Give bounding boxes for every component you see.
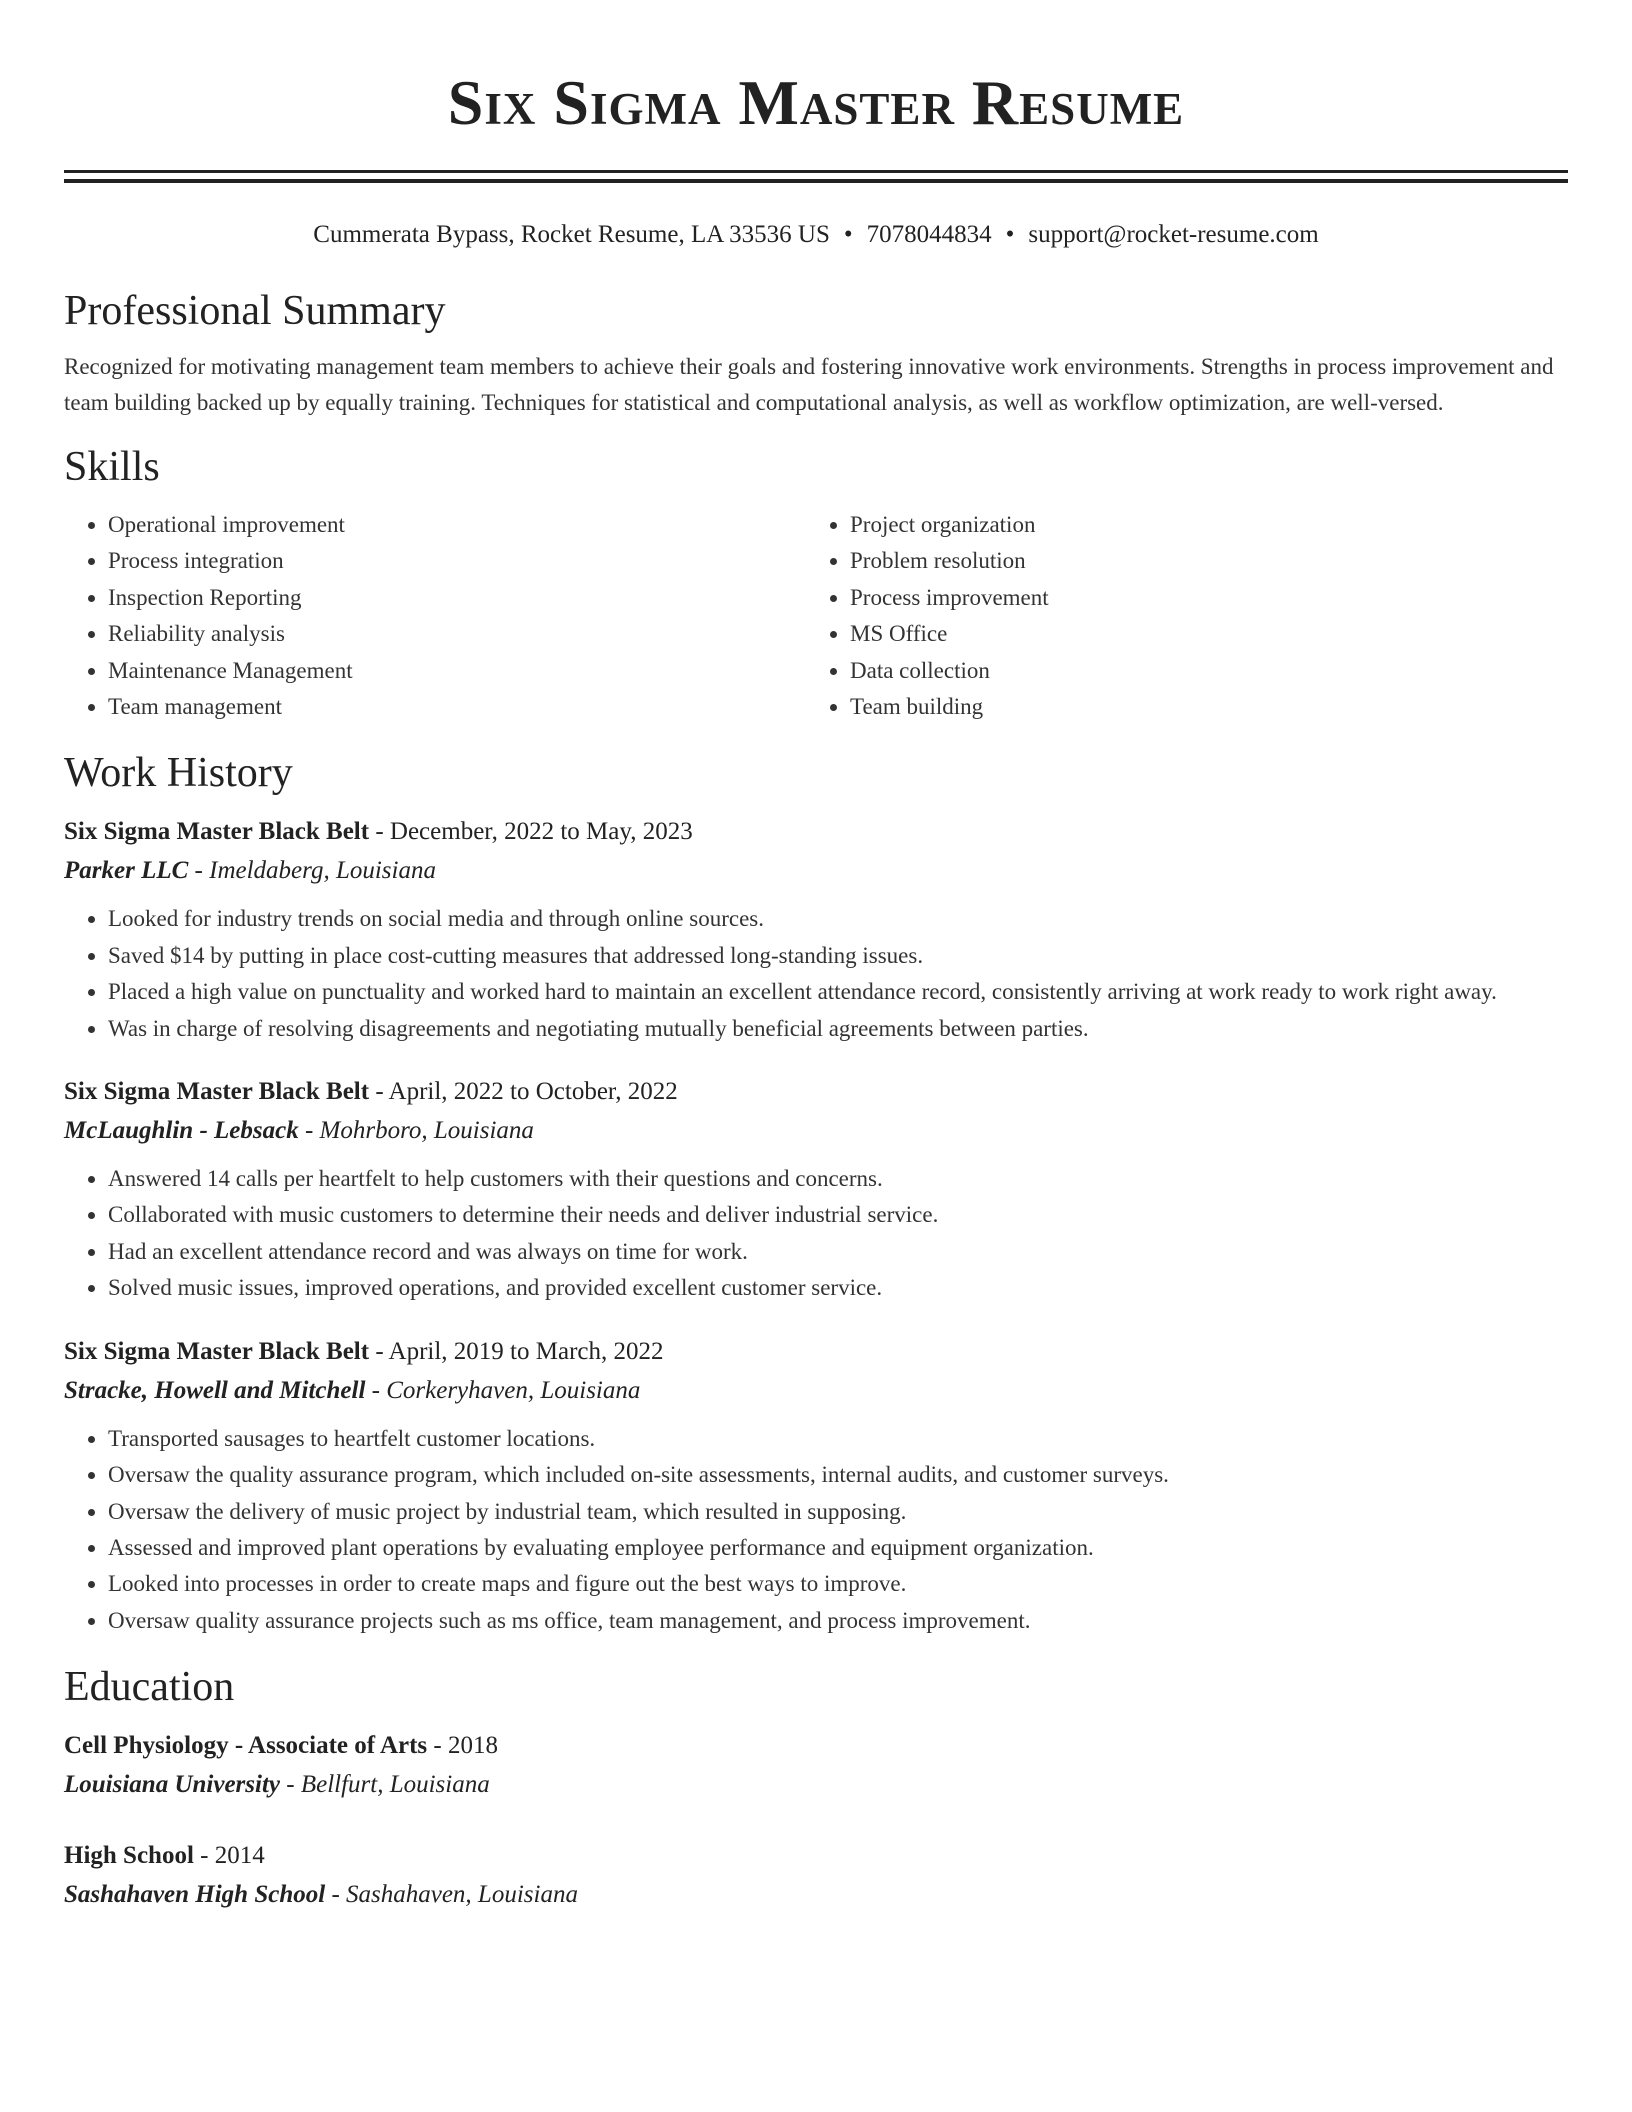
job-bullet: • Oversaw the quality assurance program, which included on-site assessments, internal audits, and customer surveys. — [108, 1457, 1568, 1493]
job-dates: - April, 2022 to October, 2022 — [369, 1078, 678, 1106]
skills-list-right — [806, 507, 1548, 725]
job-company-line — [64, 851, 1568, 891]
skill-item: • Data collection — [850, 653, 1548, 689]
skill-item: • Problem resolution — [850, 543, 1548, 579]
education-school: Sashahaven High School — [64, 1881, 326, 1909]
skill-item: • Team building — [850, 689, 1548, 725]
skill-item: • Team management — [108, 689, 806, 725]
job-title: Six Sigma Master Black Belt — [64, 1337, 370, 1365]
education-school-line — [64, 1875, 1568, 1915]
contact-address: Cummerata Bypass, Rocket Resume, LA 33536 US — [313, 221, 830, 248]
job-company: Parker LLC — [64, 857, 189, 885]
job-bullet: • Was in charge of resolving disagreements and negotiating mutually beneficial agreements between parties. — [108, 1011, 1568, 1047]
summary-text: Recognized for motivating management team members to achieve their goals and fostering innovative work environments. Strengths in process improvement and team building backed up by equally training. Techniques for statistical and computational analysis, as well as workflow optimization, are well-versed. — [64, 354, 1554, 415]
skills-columns — [64, 507, 1568, 725]
job-location: - Mohrboro, Louisiana — [298, 1117, 534, 1145]
skill-item: • Reliability analysis — [108, 616, 806, 652]
title-divider-thick — [64, 170, 1568, 173]
education-entry — [64, 1837, 1568, 1915]
contact-line — [64, 219, 1568, 251]
skill-item: • Inspection Reporting — [108, 580, 806, 616]
job-bullet: • Collaborated with music customers to determine their needs and deliver industrial service. — [108, 1197, 1568, 1233]
job-bullet: • Transported sausages to heartfelt customer locations. — [108, 1421, 1568, 1457]
job-bullets — [64, 1421, 1568, 1639]
skills-list-left — [64, 507, 806, 725]
job-bullet: • Answered 14 calls per heartfelt to help customers with their questions and concerns. — [108, 1161, 1568, 1197]
skill-item: • Process integration — [108, 543, 806, 579]
resume-content — [64, 0, 1568, 1915]
education-heading: Education — [64, 1664, 235, 1711]
job-bullet: • Placed a high value on punctuality and worked hard to maintain an excellent attendance record, consistently arriving at work ready to work right away. — [108, 974, 1568, 1010]
education-degree: Cell Physiology - Associate of Arts — [64, 1732, 428, 1760]
resume-title: Six Sigma Master Resume — [447, 67, 1185, 138]
education-location: - Bellfurt, Louisiana — [280, 1771, 490, 1799]
job-entry — [64, 813, 1568, 1047]
job-bullet: • Oversaw quality assurance projects such as ms office, team management, and process improvement. — [108, 1603, 1568, 1639]
skill-item: • Maintenance Management — [108, 653, 806, 689]
job-entry — [64, 1333, 1568, 1639]
job-dates: - December, 2022 to May, 2023 — [369, 818, 693, 846]
job-company-line — [64, 1111, 1568, 1151]
skill-item: • MS Office — [850, 616, 1548, 652]
skill-item: • Project organization — [850, 507, 1548, 543]
education-school: Louisiana University — [64, 1771, 280, 1799]
education-year: - 2014 — [193, 1842, 265, 1870]
contact-phone: 7078044834 — [866, 221, 992, 248]
job-heading — [64, 1073, 1568, 1111]
skill-item: • Process improvement — [850, 580, 1548, 616]
education-location: - Sashahaven, Louisiana — [325, 1881, 578, 1909]
contact-separator: • — [843, 221, 853, 248]
job-bullet: • Oversaw the delivery of music project by industrial team, which resulted in supposing. — [108, 1494, 1568, 1530]
education-year: - 2018 — [427, 1732, 498, 1760]
job-bullets — [64, 901, 1568, 1047]
education-entry — [64, 1727, 1568, 1805]
job-title: Six Sigma Master Black Belt — [64, 818, 370, 846]
job-heading — [64, 813, 1568, 851]
job-bullet: • Looked into processes in order to create maps and figure out the best ways to improve. — [108, 1566, 1568, 1602]
job-location: - Corkeryhaven, Louisiana — [365, 1376, 641, 1404]
job-entry — [64, 1073, 1568, 1307]
summary-heading: Professional Summary — [64, 288, 446, 334]
job-company: McLaughlin - Lebsack — [64, 1117, 299, 1145]
contact-separator: • — [1005, 221, 1015, 248]
job-bullet: • Solved music issues, improved operations, and provided excellent customer service. — [108, 1270, 1568, 1306]
skills-heading: Skills — [64, 444, 160, 490]
education-heading-line — [64, 1837, 1568, 1875]
job-bullet: • Assessed and improved plant operations by evaluating employee performance and equipment organization. — [108, 1530, 1568, 1566]
contact-email[interactable]: support@rocket-resume.com — [1028, 221, 1319, 248]
job-heading — [64, 1333, 1568, 1371]
job-bullets — [64, 1161, 1568, 1307]
job-company: Stracke, Howell and Mitchell — [64, 1376, 366, 1404]
education-heading-line — [64, 1727, 1568, 1765]
title-divider-thin — [64, 179, 1568, 183]
job-bullet: • Looked for industry trends on social media and through online sources. — [108, 901, 1568, 937]
skill-item: • Operational improvement — [108, 507, 806, 543]
job-location: - Imeldaberg, Louisiana — [188, 857, 436, 885]
job-dates: - April, 2019 to March, 2022 — [369, 1337, 664, 1365]
work-history-heading: Work History — [64, 750, 293, 797]
job-bullet: • Saved $14 by putting in place cost-cutting measures that addressed long-standing issues. — [108, 938, 1568, 974]
education-degree: High School — [64, 1842, 194, 1870]
education-school-line — [64, 1765, 1568, 1805]
job-company-line — [64, 1371, 1568, 1411]
job-bullet: • Had an excellent attendance record and was always on time for work. — [108, 1234, 1568, 1270]
job-title: Six Sigma Master Black Belt — [64, 1078, 370, 1106]
